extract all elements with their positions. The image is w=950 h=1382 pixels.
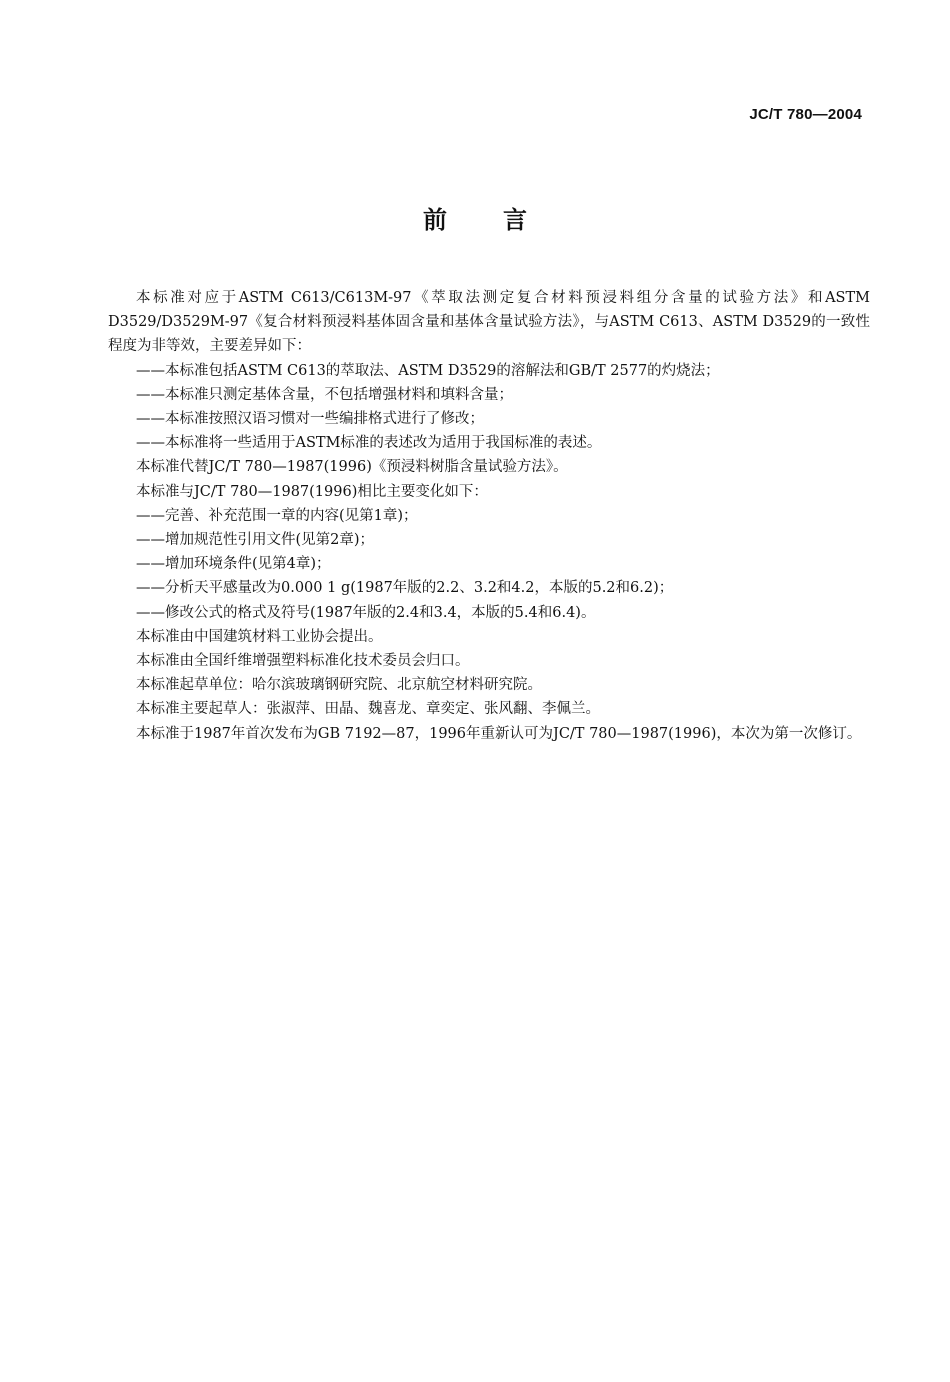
list-item: ——增加环境条件(见第4章)；: [136, 556, 331, 573]
foreword-body: [108, 286, 870, 746]
list-item: ——本标准只测定基体含量，不包括增强材料和填料含量；: [136, 386, 513, 403]
document-number: JC/T 780—2004: [749, 106, 862, 123]
list-item: ——分析天平感量改为0.000 1 g(1987年版的2.2、3.2和4.2，本版的5.2和6.2)；: [136, 580, 674, 597]
list-item: ——修改公式的格式及符号(1987年版的2.4和3.4，本版的5.4和6.4)。: [136, 604, 596, 621]
list-item: ——增加规范性引用文件(见第2章)；: [136, 532, 375, 549]
list-item: ——本标准将一些适用于ASTM标准的表述改为适用于我国标准的表述。: [136, 435, 602, 452]
list-item: ——本标准包括ASTM C613的萃取法、ASTM D3529的溶解法和GB/T 2577的灼烧法；: [136, 362, 720, 379]
paragraph-replaces: 本标准代替JC/T 780—1987(1996)《预浸料树脂含量试验方法》。: [136, 459, 568, 476]
paragraph-proposer: 本标准由中国建筑材料工业协会提出。: [136, 628, 383, 645]
list-item: ——本标准按照汉语习惯对一些编排格式进行了修改；: [136, 411, 484, 428]
paragraph-correspondence: 本标准对应于ASTM C613/C613M-97《萃取法测定复合材料预浸料组分含量的试验方法》和ASTM D3529/D3529M-97《复合材料预浸料基体固含量和基体含量试验方法》，与ASTM C613、ASTM D3529的一致性程度为非等效，主要差异如下：: [108, 290, 870, 355]
page-title: 前言: [423, 206, 583, 234]
paragraph-administrator: 本标准由全国纤维增强塑料标准化技术委员会归口。: [136, 653, 470, 670]
paragraph-drafting-units: 本标准起草单位：哈尔滨玻璃钢研究院、北京航空材料研究院。: [136, 677, 542, 694]
paragraph-history: 本标准于1987年首次发布为GB 7192—87，1996年重新认可为JC/T 780—1987(1996)，本次为第一次修订。: [136, 725, 862, 742]
paragraph-drafters: 本标准主要起草人：张淑萍、田晶、魏喜龙、章奕定、张风翻、李佩兰。: [136, 701, 600, 718]
list-item: ——完善、补充范围一章的内容(见第1章)；: [136, 507, 418, 524]
paragraph-changes: 本标准与JC/T 780—1987(1996)相比主要变化如下：: [136, 483, 488, 500]
